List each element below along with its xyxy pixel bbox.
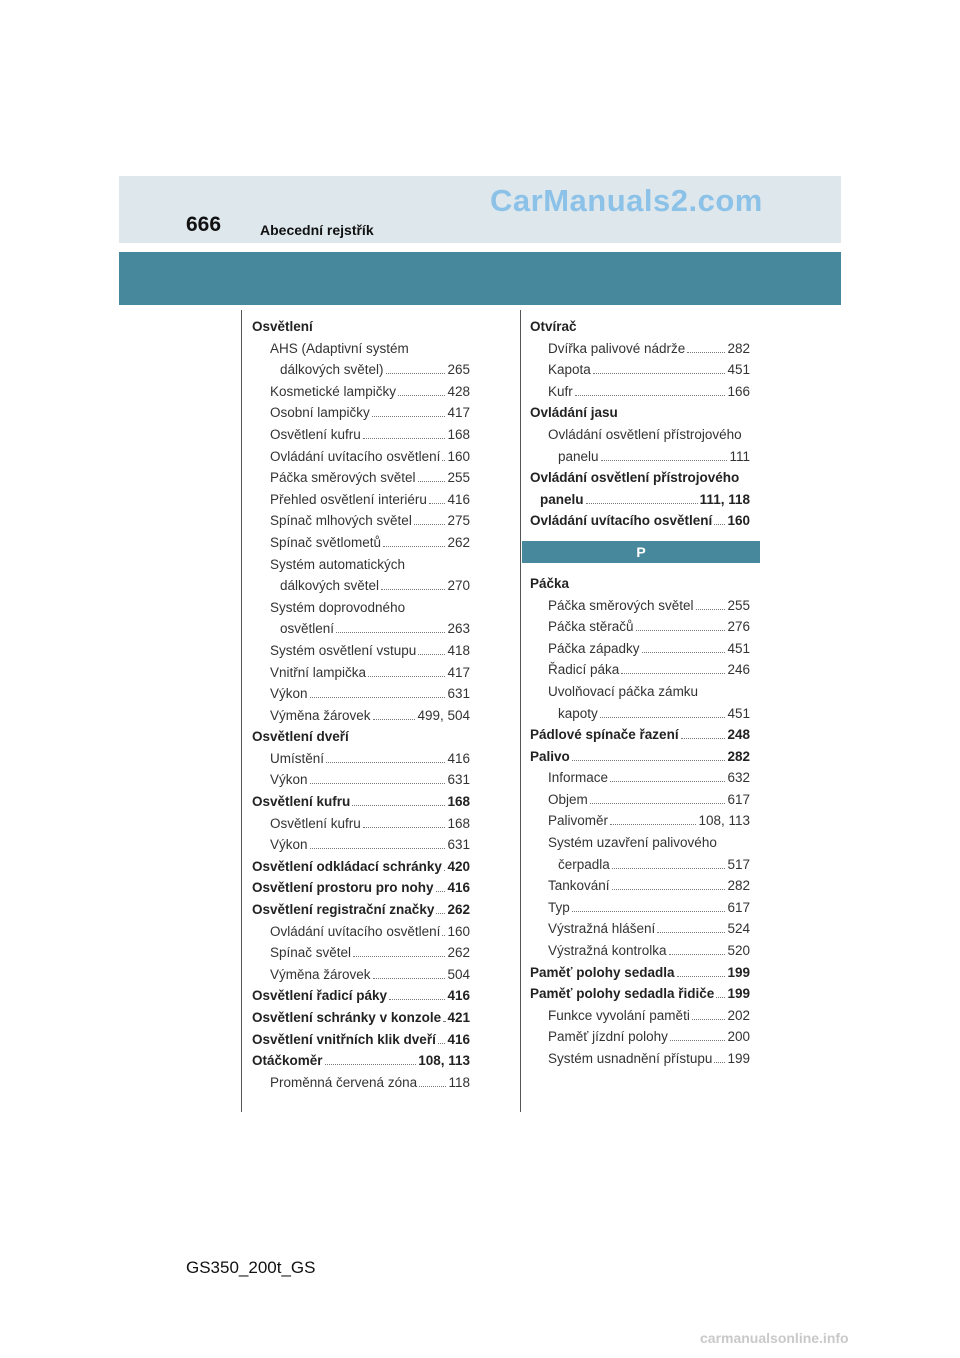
index-entry-label: panelu: [540, 491, 584, 507]
footer-model: GS350_200t_GS: [186, 1258, 316, 1277]
index-entry: [252, 338, 470, 360]
index-entry: [530, 897, 750, 919]
index-entry-label: Osvětlení registrační značky: [252, 902, 435, 918]
section-title: Abecední rejstřík: [260, 222, 374, 238]
index-entry-label: Spínač světel: [270, 945, 352, 961]
index-entry-label: Otáčkoměr: [252, 1053, 323, 1069]
index-entry: [252, 489, 470, 511]
index-entry-label: Vnitřní lampička: [270, 664, 367, 680]
index-entry-label: dálkových světel): [280, 362, 384, 378]
letter-header-p: P: [522, 541, 760, 563]
index-entry-page: 428: [447, 383, 470, 399]
leader-dots: [714, 1062, 725, 1063]
index-entry: [530, 446, 750, 468]
index-entry-page: 631: [447, 686, 470, 702]
index-entry-page: 416: [447, 988, 470, 1004]
index-entry: [530, 402, 750, 424]
index-entry-label: Osvětlení schránky v konzole: [252, 1010, 442, 1025]
index-entry-page: 166: [727, 383, 750, 399]
leader-dots: [436, 891, 446, 892]
leader-dots: [436, 913, 445, 914]
leader-dots: [716, 997, 725, 998]
index-entry-label: Informace: [548, 770, 609, 786]
index-entry: [252, 813, 470, 835]
index-entry: [530, 510, 750, 532]
index-entry-page: 160: [447, 923, 470, 939]
index-entry-label: Typ: [548, 899, 570, 915]
index-entry-label: Funkce vyvolání paměti: [548, 1007, 690, 1023]
index-entry-label: Systém doprovodného: [270, 599, 406, 615]
index-entry-page: 631: [447, 837, 470, 853]
index-entry: [252, 877, 470, 899]
index-entry: [252, 964, 470, 986]
index-entry-label: Otvírač: [530, 319, 577, 334]
index-entry-label: Výkon: [270, 772, 308, 788]
index-entry-page: 263: [447, 621, 470, 637]
index-entry-label: Kosmetické lampičky: [270, 383, 397, 399]
index-entry-label: čerpadla: [558, 856, 610, 872]
index-entry: [252, 1072, 470, 1094]
leader-dots: [414, 524, 446, 525]
leader-dots: [444, 870, 446, 871]
index-entry-label: Palivoměr: [548, 813, 609, 829]
index-entry: [530, 467, 750, 489]
index-entry: [530, 875, 750, 897]
index-entry: [530, 767, 750, 789]
index-entry: [530, 616, 750, 638]
column-divider-left: [241, 310, 242, 1112]
index-entry-label: Systém automatických: [270, 556, 406, 572]
index-entry-label: Objem: [548, 791, 588, 807]
index-entry: [252, 424, 470, 446]
index-entry-label: Páčka: [530, 575, 570, 591]
index-entry-page: 199: [727, 964, 750, 980]
index-entry: [252, 1050, 470, 1072]
index-entry-page: 416: [447, 491, 470, 507]
index-entry-page: 617: [727, 899, 750, 915]
leader-dots: [326, 762, 445, 763]
index-entry: [252, 510, 470, 532]
leader-dots: [373, 719, 416, 720]
index-entry-page: 416: [447, 750, 470, 766]
index-entry-page: 108, 113: [698, 813, 750, 829]
leader-dots: [310, 848, 446, 849]
index-entry-page: 265: [447, 362, 470, 378]
leader-dots: [438, 1043, 446, 1044]
column-divider-middle: [520, 310, 521, 1112]
leader-dots: [373, 978, 446, 979]
index-entry-page: 118: [448, 1074, 470, 1090]
index-entry-label: Ovládání uvítacího osvětlení: [270, 923, 441, 939]
index-entry-label: Výměna žárovek: [270, 707, 371, 723]
index-entry-label: Osvětlení kufru: [270, 815, 361, 831]
index-entry-label: Výkon: [270, 686, 308, 702]
index-entry: [530, 746, 750, 768]
index-entry: [252, 921, 470, 943]
leader-dots: [670, 1040, 726, 1041]
index-entry-label: Řadicí páka: [548, 662, 620, 678]
index-entry-label: Spínač mlhových světel: [270, 513, 412, 529]
index-entry: [530, 1026, 750, 1048]
index-entry-label: Ovládání osvětlení přístrojového: [548, 426, 742, 442]
leader-dots: [681, 738, 726, 739]
index-entry: [252, 446, 470, 468]
index-entry: [252, 575, 470, 597]
watermark-bottom: carmanualsonline.info: [700, 1330, 849, 1346]
leader-dots: [575, 395, 726, 396]
index-entry: [252, 316, 470, 338]
leader-dots: [692, 1019, 726, 1020]
index-entry-page: 168: [447, 815, 470, 831]
index-entry-label: Výkon: [270, 837, 308, 853]
index-entry-label: dálkových světel: [280, 578, 380, 594]
index-entry-label: Osvětlení: [252, 319, 313, 334]
index-entry-page: 275: [447, 513, 470, 529]
index-entry: [530, 659, 750, 681]
index-entry: [530, 681, 750, 703]
index-entry: [252, 985, 470, 1007]
leader-dots: [621, 673, 725, 674]
leader-dots: [352, 805, 445, 806]
index-entry-label: Páčka stěračů: [548, 619, 634, 635]
leader-dots: [714, 524, 725, 525]
index-entry-page: 517: [727, 856, 750, 872]
index-entry: [252, 942, 470, 964]
index-entry-label: Páčka směrových světel: [270, 470, 416, 486]
index-entry-label: Spínač světlometů: [270, 534, 382, 550]
index-entry-page: 168: [447, 426, 470, 442]
leader-dots: [442, 935, 445, 936]
leader-dots: [363, 827, 446, 828]
index-entry-label: Paměť polohy sedadla řidiče: [530, 986, 715, 1002]
index-entry: [252, 640, 470, 662]
leader-dots: [418, 654, 445, 655]
leader-dots: [593, 373, 726, 374]
index-entry-page: 282: [727, 748, 750, 764]
index-entry-page: 282: [727, 878, 750, 894]
leader-dots: [381, 589, 445, 590]
index-entry-page: 417: [447, 664, 470, 680]
index-entry-label: Proměnná červená zóna: [270, 1074, 418, 1090]
leader-dots: [590, 803, 726, 804]
index-entry: [530, 638, 750, 660]
index-entry: [252, 834, 470, 856]
leader-dots: [572, 760, 726, 761]
leader-dots: [600, 717, 726, 718]
leader-dots: [657, 932, 725, 933]
index-entry-label: Páčka západky: [548, 640, 640, 656]
index-entry-label: Umístění: [270, 750, 325, 766]
leader-dots: [601, 460, 728, 461]
index-entry-label: Osobní lampičky: [270, 405, 370, 421]
leader-dots: [442, 460, 445, 461]
index-entry: [252, 791, 470, 813]
index-entry-page: 504: [447, 966, 470, 982]
index-entry-page: 451: [727, 362, 750, 378]
index-entry: [530, 1005, 750, 1027]
leader-dots: [372, 416, 446, 417]
index-entry-page: 499, 504: [417, 707, 470, 723]
index-entry-label: Osvětlení dveří: [252, 729, 349, 745]
index-entry-label: Osvětlení kufru: [270, 426, 361, 442]
index-entry-label: Kapota: [548, 362, 591, 378]
index-entry: [530, 940, 750, 962]
index-entry: [530, 595, 750, 617]
index-entry-page: 262: [447, 534, 470, 550]
index-entry-label: Uvolňovací páčka zámku: [548, 683, 699, 699]
index-entry-label: Ovládání uvítacího osvětlení: [270, 448, 441, 464]
index-entry-page: 108, 113: [418, 1053, 470, 1069]
index-entry-label: osvětlení: [280, 621, 335, 637]
index-entry: [252, 467, 470, 489]
leader-dots: [383, 546, 445, 547]
leader-dots: [368, 676, 445, 677]
index-entry: [530, 983, 750, 1005]
index-entry-page: 202: [727, 1007, 750, 1023]
index-entry-page: 418: [447, 642, 470, 658]
index-entry-label: Pádlové spínače řazení: [530, 727, 679, 743]
leader-dots: [687, 352, 725, 353]
index-entry: [252, 1007, 470, 1029]
index-entry: [530, 810, 750, 832]
leader-dots: [610, 781, 725, 782]
index-entry-page: 255: [727, 597, 750, 613]
index-entry-page: 631: [447, 772, 470, 788]
index-entry: [252, 618, 470, 640]
index-entry-page: 282: [727, 340, 750, 356]
index-entry: [530, 832, 750, 854]
index-entry-page: 199: [727, 986, 750, 1002]
index-entry: [530, 381, 750, 403]
index-entry-label: Osvětlení odkládací schránky: [252, 858, 442, 874]
leader-dots: [669, 954, 726, 955]
leader-dots: [398, 395, 445, 396]
index-entry-label: kapoty: [558, 705, 598, 721]
index-entry: [252, 856, 470, 878]
index-entry: [530, 424, 750, 446]
index-entry-page: 420: [447, 858, 470, 874]
leader-dots: [612, 889, 726, 890]
index-entry: [530, 854, 750, 876]
index-entry: [530, 359, 750, 381]
index-entry: [530, 489, 750, 511]
index-entry-label: Výstražná kontrolka: [548, 943, 667, 959]
index-entry-page: 262: [447, 945, 470, 961]
index-entry-label: Paměť polohy sedadla: [530, 964, 675, 980]
index-entry-page: 262: [447, 902, 470, 918]
index-entry: [530, 962, 750, 984]
leader-dots: [363, 438, 446, 439]
index-entry: [252, 359, 470, 381]
index-entry-label: Paměť jízdní polohy: [548, 1029, 668, 1045]
leader-dots: [419, 1086, 446, 1087]
index-entry: [530, 789, 750, 811]
index-entry-page: 276: [727, 619, 750, 635]
index-entry-page: 421: [447, 1010, 470, 1025]
index-entry-page: 246: [727, 662, 750, 678]
index-entry-label: Osvětlení kufru: [252, 794, 351, 810]
index-entry-label: Ovládání uvítacího osvětlení: [530, 513, 713, 529]
index-entry-label: Osvětlení řadicí páky: [252, 988, 388, 1004]
index-entry: [252, 705, 470, 727]
index-entry-page: 451: [727, 705, 750, 721]
index-entry-page: 111: [729, 448, 750, 464]
index-entry-label: Výměna žárovek: [270, 966, 371, 982]
leader-dots: [418, 481, 446, 482]
index-entry-page: 255: [447, 470, 470, 486]
leader-dots: [572, 911, 726, 912]
index-entry-page: 417: [447, 405, 470, 421]
index-entry: [252, 597, 470, 619]
index-entry-page: 416: [447, 880, 470, 896]
leader-dots: [389, 999, 445, 1000]
index-entry: [530, 338, 750, 360]
index-entry: [252, 769, 470, 791]
index-entry-label: Palivo: [530, 748, 570, 764]
index-entry-label: Přehled osvětlení interiéru: [270, 491, 427, 507]
index-entry-label: Systém uzavření palivového: [548, 835, 717, 851]
index-entry-page: 160: [727, 513, 750, 529]
index-entry-page: 617: [727, 791, 750, 807]
index-entry-page: 520: [727, 943, 750, 959]
index-entry-page: 111, 118: [699, 491, 750, 507]
index-entry-page: 199: [727, 1051, 750, 1066]
leader-dots: [636, 630, 726, 631]
leader-dots: [429, 503, 446, 504]
index-entry: [252, 726, 470, 748]
leader-dots: [677, 976, 726, 977]
index-entry: [252, 899, 470, 921]
index-entry: [530, 1048, 750, 1070]
index-entry: [252, 554, 470, 576]
leader-dots: [353, 956, 445, 957]
leader-dots: [325, 1064, 417, 1065]
index-entry-label: Dvířka palivové nádrže: [548, 340, 686, 356]
index-entry-label: Tankování: [548, 878, 610, 894]
index-entry: [530, 316, 750, 338]
index-entry-label: AHS (Adaptivní systém: [270, 340, 409, 356]
index-entry: [252, 1029, 470, 1051]
index-entry-page: 416: [447, 1031, 470, 1047]
index-entry: [252, 381, 470, 403]
header-band: [119, 252, 841, 305]
index-entry-page: 451: [727, 640, 750, 656]
leader-dots: [610, 824, 696, 825]
index-entry: [530, 918, 750, 940]
leader-dots: [586, 503, 698, 504]
watermark-logo: CarManuals2.com: [490, 183, 763, 218]
leader-dots: [642, 652, 726, 653]
index-entry-label: Systém osvětlení vstupu: [270, 642, 417, 658]
index-entry: [252, 402, 470, 424]
index-entry: [252, 748, 470, 770]
index-column-left: [252, 316, 470, 1093]
index-entry: [252, 532, 470, 554]
index-entry-label: panelu: [558, 448, 599, 464]
leader-dots: [310, 783, 446, 784]
index-column-right: [530, 316, 750, 1070]
index-entry-page: 270: [447, 578, 470, 594]
index-entry-page: 524: [727, 921, 750, 937]
index-entry-page: 160: [447, 448, 470, 464]
index-entry-page: 168: [447, 794, 470, 810]
index-entry-page: 632: [727, 770, 750, 786]
index-entry: [252, 662, 470, 684]
index-entry-label: Ovládání osvětlení přístrojového: [530, 470, 740, 486]
index-entry-label: Výstražná hlášení: [548, 921, 656, 937]
leader-dots: [612, 868, 726, 869]
index-entry: [530, 573, 750, 595]
index-entry-label: Ovládání jasu: [530, 405, 618, 421]
index-entry-label: Systém usnadnění přístupu: [548, 1051, 713, 1066]
leader-dots: [696, 609, 726, 610]
index-entry: [530, 724, 750, 746]
index-entry-label: Osvětlení prostoru pro nohy: [252, 880, 434, 896]
index-entry: [252, 683, 470, 705]
leader-dots: [310, 697, 446, 698]
leader-dots: [336, 632, 445, 633]
index-entry-label: Páčka směrových světel: [548, 597, 694, 613]
index-entry: [530, 703, 750, 725]
index-entry-label: Kufr: [548, 383, 573, 399]
leader-dots: [386, 373, 446, 374]
index-entry-label: Osvětlení vnitřních klik dveří: [252, 1031, 436, 1047]
index-entry-page: 200: [727, 1029, 750, 1045]
index-entry-page: 248: [727, 727, 750, 743]
leader-dots: [443, 1021, 445, 1022]
page-number: 666: [186, 213, 222, 236]
